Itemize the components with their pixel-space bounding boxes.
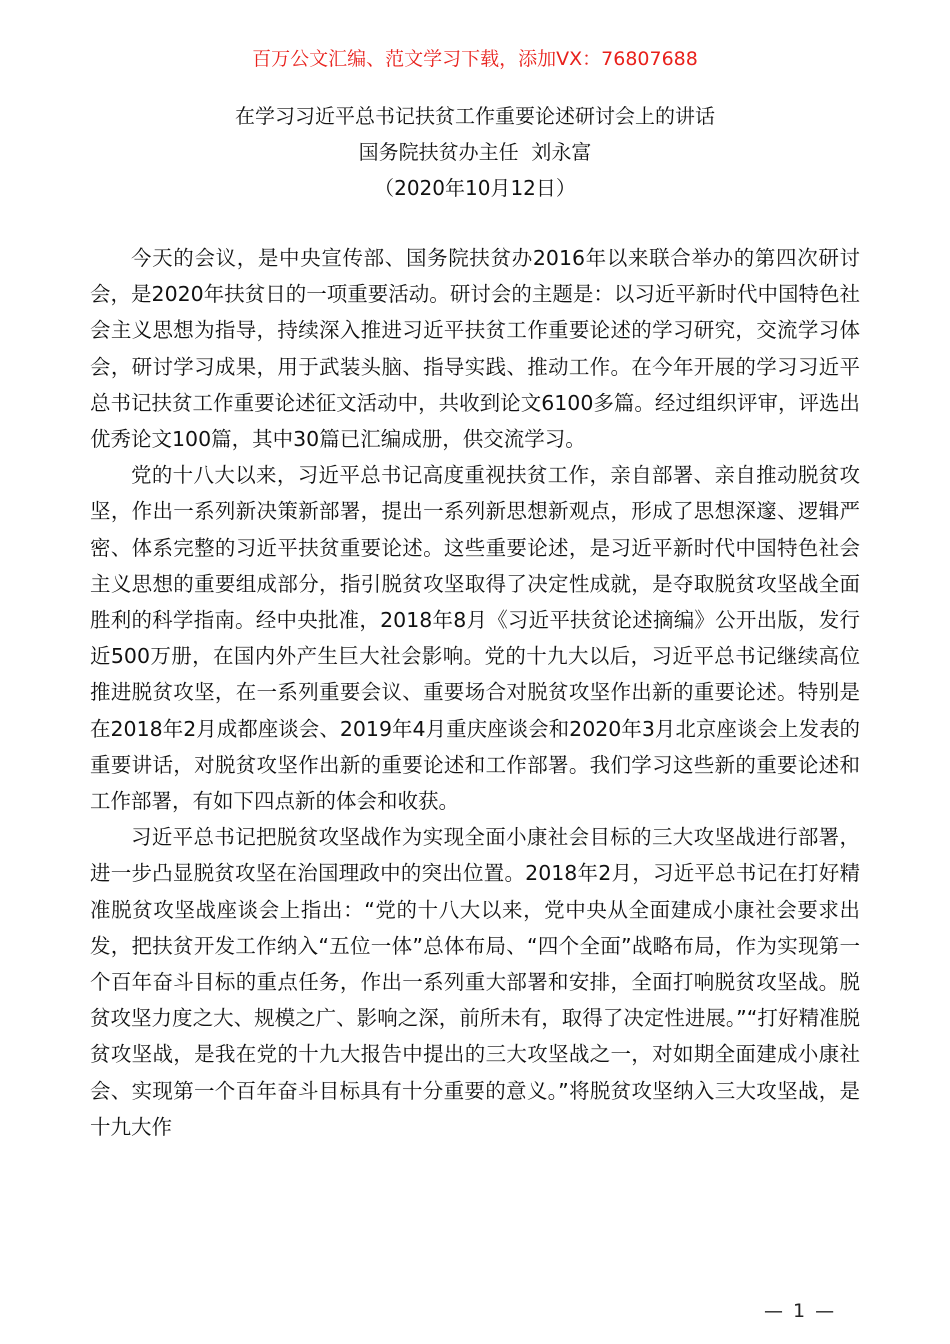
page-number: — 1 — xyxy=(764,1300,837,1322)
speaker-line: 国务院扶贫办主任 刘永富 xyxy=(358,140,592,164)
title-block xyxy=(0,98,950,206)
document-title: 在学习习近平总书记扶贫工作重要论述研讨会上的讲话 xyxy=(235,104,715,128)
paragraph-1: 今天的会议，是中央宣传部、国务院扶贫办2016年以来联合举办的第四次研讨会，是2020年扶贫日的一项重要活动。研讨会的主题是：以习近平新时代中国特色社会主义思想为指导，持续深入推进习近平扶贫工作重要论述的学习研究，交流学习体会，研讨学习成果，用于武装头脑、指导实践、推动工作。在今年开展的学习习近平总书记扶贫工作重要论述征文活动中，共收到论文6100多篇。经过组织评审，评选出优秀论文100篇，其中30篇已汇编成册，供交流学习。 xyxy=(90,246,860,452)
document-body xyxy=(90,240,860,1145)
speech-date: （2020年10月12日） xyxy=(374,176,576,200)
paragraph-3: 习近平总书记把脱贫攻坚战作为实现全面小康社会目标的三大攻坚战进行部署，进一步凸显脱贫攻坚在治国理政中的突出位置。2018年2月，习近平总书记在打好精准脱贫攻坚战座谈会上指出：“党的十八大以来，党中央从全面建成小康社会要求出发，把扶贫开发工作纳入“五位一体”总体布局、“四个全面”战略布局，作为实现第一个百年奋斗目标的重点任务，作出一系列重大部署和安排，全面打响脱贫攻坚战。脱贫攻坚力度之大、规模之广、影响之深，前所未有，取得了决定性进展。”“打好精准脱贫攻坚战，是我在党的十九大报告中提出的三大攻坚战之一，对如期全面建成小康社会、实现第一个百年奋斗目标具有十分重要的意义。”将脱贫攻坚纳入三大攻坚战，是十九大作 xyxy=(90,825,860,1139)
paragraph-2: 党的十八大以来，习近平总书记高度重视扶贫工作，亲自部署、亲自推动脱贫攻坚，作出一系列新决策新部署，提出一系列新思想新观点，形成了思想深邃、逻辑严密、体系完整的习近平扶贫重要论述。这些重要论述，是习近平新时代中国特色社会主义思想的重要组成部分，指引脱贫攻坚取得了决定性成就，是夺取脱贫攻坚战全面胜利的科学指南。经中央批准，2018年8月《习近平扶贫论述摘编》公开出版，发行近500万册，在国内外产生巨大社会影响。党的十九大以后，习近平总书记继续高位推进脱贫攻坚，在一系列重要会议、重要场合对脱贫攻坚作出新的重要论述。特别是在2018年2月成都座谈会、2019年4月重庆座谈会和2020年3月北京座谈会上发表的重要讲话，对脱贫攻坚作出新的重要论述和工作部署。我们学习这些新的重要论述和工作部署，有如下四点新的体会和收获。 xyxy=(90,463,860,814)
header-promo-note: 百万公文汇编、范文学习下载，添加VX：76807688 xyxy=(252,48,698,70)
